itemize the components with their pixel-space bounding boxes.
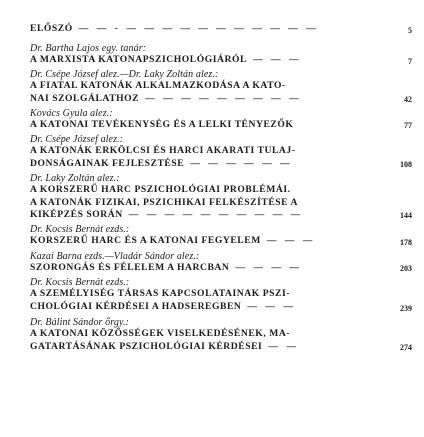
toc-entry <box>30 134 396 170</box>
toc-entry <box>30 43 396 67</box>
entry-title <box>30 145 396 170</box>
dot-leader: — — — — — — — — — — <box>128 209 304 220</box>
toc-entry <box>30 69 396 105</box>
title-line: A FIATAL KATONÁK ALKALMAZKODÁSA A KATO- <box>30 80 286 91</box>
title-line: KIKÉPZÉS SORÁN <box>30 209 123 220</box>
toc-entry <box>30 317 396 353</box>
page-number: 203 <box>400 264 412 273</box>
entry-title <box>30 328 396 353</box>
dot-leader: — — — — — — — — — <box>145 92 302 104</box>
dot-leader: — — - — — — — — — — — — — — <box>78 23 319 34</box>
entry-title <box>30 262 396 275</box>
title-line: KORSZERŰ HARC ÉS A KATONAI FEGYELEM <box>30 235 261 246</box>
title-line: SZORONGÁS ÉS FÉLELEM A HARCBAN <box>30 262 230 273</box>
title-line: A MARXISTA KATONAPSZICHOLÓGIÁRÓL <box>30 54 247 65</box>
entry-title <box>30 288 396 313</box>
entry-author: Kovács Gyula alez.: <box>30 108 113 119</box>
dot-leader: — — — <box>247 300 296 312</box>
title-line: GATARTÁSÁNAK PSZICHOLÓGIAI KÉRDÉSEI <box>30 340 263 352</box>
title-line: A KATONAI TEVÉKENYSÉG ÉS A LELKI TÉNYEZŐK <box>30 119 294 130</box>
entry-title <box>30 235 396 248</box>
page-number: 42 <box>404 95 412 104</box>
page-number: 108 <box>400 160 412 169</box>
toc-entry <box>30 224 396 248</box>
toc-entry <box>30 108 396 132</box>
entry-author: Dr. Laky Zoltán alez.: <box>30 173 120 184</box>
title-line: NAI SZOLGÁLATHOZ <box>30 92 140 104</box>
page-number: 7 <box>408 57 412 66</box>
entry-author: Dr. Csépe József alez.: <box>30 134 124 145</box>
toc-entry <box>30 277 396 313</box>
entry-title <box>30 54 396 67</box>
page-number: 144 <box>400 211 412 220</box>
title-line: DONSÁGAINAK FEJLESZTÉSE <box>30 157 185 169</box>
entry-title <box>30 119 396 132</box>
toc-entry <box>30 173 396 222</box>
entry-title <box>30 23 396 36</box>
page-number: 77 <box>404 121 412 130</box>
dot-leader: — — — <box>266 235 316 246</box>
entry-author: Dr. Kocsis Bernát ezds.: <box>30 224 130 235</box>
entry-author: Dr. Csépe József alez.—Dr. Laky Zoltán alez.: <box>30 69 219 80</box>
page-number: 5 <box>408 26 412 35</box>
dot-leader: — — — — — — <box>190 157 293 169</box>
title-line: A KATONÁK ERKÖLCSI ÉS HARCI AKARATI TULAJ- <box>30 145 296 156</box>
entry-title <box>30 184 396 222</box>
title-line: A KATONÁK FIZIKAI, PSZICHIKAI FELKÉSZÍTÉSE A <box>30 196 299 208</box>
page-number: 274 <box>400 343 412 352</box>
title-line: CHOLÓGIAI KÉRDÉSEI A HADSEREGBEN <box>30 300 242 312</box>
entry-author: Kazai Barna ezds.—Vladár Sándor alez.: <box>30 251 200 262</box>
dot-leader: — — — — <box>235 262 302 273</box>
title-line: ELŐSZÓ <box>30 23 73 34</box>
page-number: 239 <box>400 304 412 313</box>
page-number: 178 <box>400 238 412 247</box>
toc-entry <box>30 251 396 275</box>
dot-leader: — — — <box>252 54 302 65</box>
toc-entry-foreword <box>30 23 396 36</box>
title-line: A KATONAI KÖZÖSSÉGEK VISELKEDÉSÉNEK, MA- <box>30 328 291 339</box>
entry-author: Dr. Bálint Sándor őrgy.: <box>30 317 129 328</box>
dot-leader: — — <box>268 340 299 352</box>
entry-author: Dr. Kocsis Bernát ezds.: <box>30 277 130 288</box>
title-line: A KORSZERŰ HARC PSZICHOLÓGIAI PROBLÉMÁI. <box>30 184 291 195</box>
title-line: A SZEMÉLYISÉG TÁRSAS KAPCSOLATAINAK PSZI- <box>30 288 290 299</box>
entry-title <box>30 80 396 105</box>
entry-author: Dr. Bartha Lajos egy. tanár: <box>30 43 147 54</box>
